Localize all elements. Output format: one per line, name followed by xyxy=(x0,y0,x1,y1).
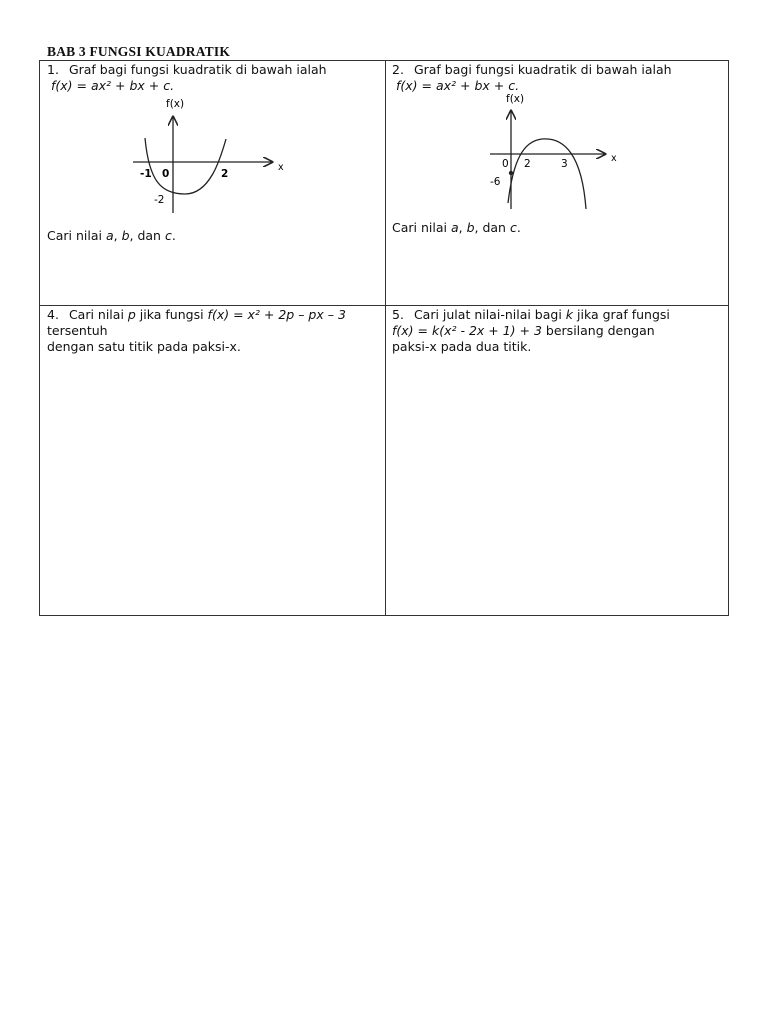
var-a: a xyxy=(105,228,114,243)
question-4 xyxy=(47,307,379,355)
question-number: 4. xyxy=(47,307,59,322)
question-text: Cari julat nilai-nilai bagi xyxy=(413,307,566,322)
y-axis-label: f(x) xyxy=(506,93,525,105)
root-label-2: 2 xyxy=(221,168,229,180)
question-text: Cari nilai xyxy=(68,307,128,322)
question-text: tersentuh xyxy=(47,323,108,338)
question-text: jika graf fungsi xyxy=(573,307,670,322)
question-1 xyxy=(47,62,379,94)
chapter-title: BAB 3 FUNGSI KUADRATIK xyxy=(47,44,231,59)
var-k: k xyxy=(565,307,574,322)
question-text: Graf bagi fungsi kuadratik di bawah ialah xyxy=(413,62,672,77)
ask-text: Cari nilai xyxy=(47,228,106,243)
question-text-line2: dengan satu titik pada paksi-x. xyxy=(47,339,241,354)
var-c: c xyxy=(164,228,172,243)
question-table xyxy=(39,60,729,616)
var-b: b xyxy=(121,228,130,243)
ask-sep: , xyxy=(458,220,467,235)
function-expression: f(x) = x² + 2p – px – 3 xyxy=(207,307,346,322)
y-intercept-label: -2 xyxy=(154,194,165,206)
function-expression: f(x) = k(x² - 2x + 1) + 3 xyxy=(392,323,542,338)
question-number: 1. xyxy=(47,62,59,77)
origin-label: 0 xyxy=(162,168,170,180)
ask-end: . xyxy=(171,228,176,243)
question-number: 5. xyxy=(392,307,404,322)
question-text: jika fungsi xyxy=(135,307,208,322)
quadratic-formula: f(x) = ax² + bx + c. xyxy=(51,78,175,93)
x-axis-label: x xyxy=(278,162,284,173)
question-number: 2. xyxy=(392,62,404,77)
ask-text: Cari nilai xyxy=(392,220,451,235)
question-2 xyxy=(392,62,724,94)
question-text: Graf bagi fungsi kuadratik di bawah ialah xyxy=(68,62,327,77)
var-p: p xyxy=(127,307,136,322)
ask-sep: , dan xyxy=(129,228,165,243)
root-label-1: -1 xyxy=(140,168,152,180)
y-axis-label: f(x) xyxy=(166,98,185,110)
var-b: b xyxy=(466,220,475,235)
graph-2 xyxy=(455,91,630,211)
ask-sep: , xyxy=(113,228,122,243)
table-divider-vertical xyxy=(385,61,386,615)
parabola-curve xyxy=(145,138,229,194)
table-divider-horizontal xyxy=(40,305,728,306)
y-intercept-label: -6 xyxy=(490,176,501,188)
y-intercept-point xyxy=(509,171,513,175)
question-text-line3: paksi-x pada dua titik. xyxy=(392,339,532,354)
var-c: c xyxy=(509,220,517,235)
question-1-ask xyxy=(47,228,176,243)
root-label: 2 xyxy=(524,158,531,170)
x-axis-label: x xyxy=(611,153,617,164)
question-text: bersilang dengan xyxy=(541,323,655,338)
tick-label: 3 xyxy=(561,158,568,170)
ask-end: . xyxy=(516,220,521,235)
graph-1 xyxy=(125,91,295,216)
quadratic-formula: f(x) = ax² + bx + c. xyxy=(396,78,520,93)
question-2-ask xyxy=(392,220,521,235)
var-a: a xyxy=(450,220,459,235)
question-5 xyxy=(392,307,724,355)
parabola-curve xyxy=(508,139,586,209)
ask-sep: , dan xyxy=(474,220,510,235)
origin-label: 0 xyxy=(502,158,509,170)
